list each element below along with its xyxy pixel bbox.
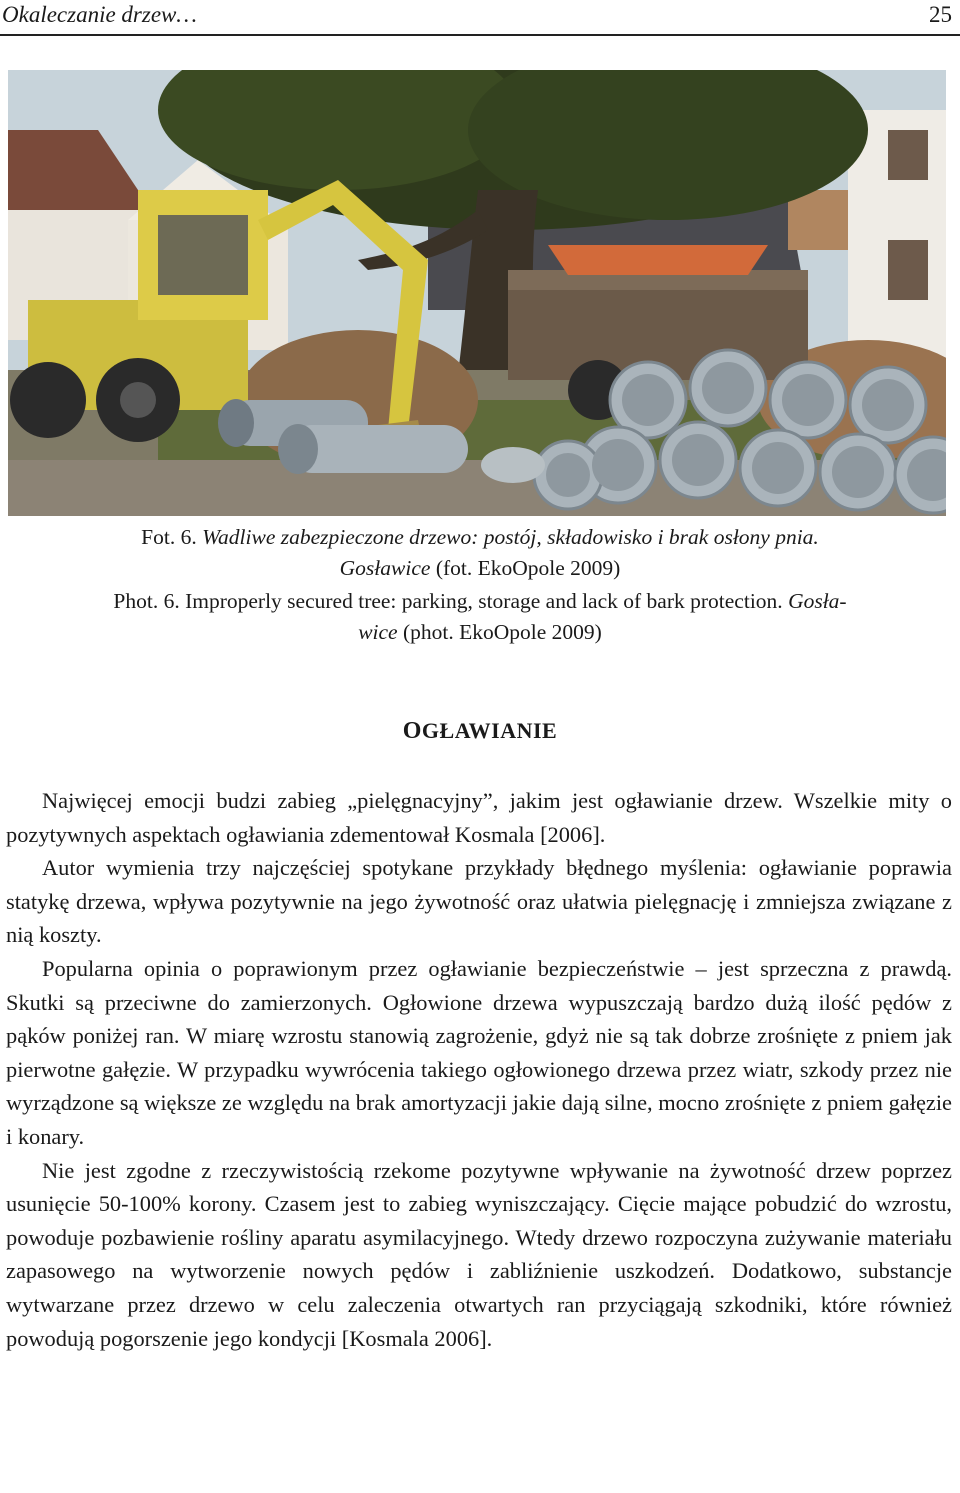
caption-en-place-part1: Gosła- [788, 589, 847, 613]
caption-en-place-part2: wice [358, 620, 398, 644]
caption-pl-title: Wadliwe zabezpieczone drzewo: postój, składowisko i brak osłony pnia. [202, 525, 819, 549]
caption-pl-place: Gosławice [339, 556, 431, 580]
section-heading [0, 718, 960, 745]
caption-en-source: (phot. EkoOpole 2009) [402, 620, 602, 644]
figure-photo [8, 70, 946, 516]
body-text [6, 784, 952, 1355]
caption-en-title: Improperly secured tree: parking, storage and lack of bark protection. [185, 589, 783, 613]
running-title: Okaleczanie drzew… [2, 2, 197, 27]
paragraph: Najwięcej emocji budzi zabieg „pielęgnacyjny”, jakim jest ogławianie drzew. Wszelkie mity o pozytywnych aspektach ogławiania zdementował Kosmala [2006]. [6, 788, 952, 847]
paragraph: Popularna opinia o poprawionym przez ogławianie bezpieczeństwie – jest sprzeczna z prawdą. Skutki są przeciwne do zamierzonych. Ogłowione drzewa wypuszczają bardzo dużą ilość pędów z pąków poniżej ran. W miarę wzrostu stanowią zagrożenie, gdyż nie są tak dobrze zrośnięte z pniem jak pierwotne gałęzie. W przypadku wywrócenia takiego ogłowionego drzewa przez wiatr, szkody przez nie wyrządzone są większe ze względu na brak amortyzacji jakie dają silne, mocno zrośnięte z pniem gałęzie i konary. [6, 955, 952, 1149]
section-heading-rest: GŁAWIANIE [421, 718, 558, 743]
caption-pl-source: (fot. EkoOpole 2009) [435, 556, 621, 580]
paragraph: Nie jest zgodne z rzeczywistością rzekome pozytywne wpływanie na żywotność drzew poprzez usunięcie 50-100% korony. Czasem jest to zabieg wyniszczający. Cięcie mające pobudzić do wzrostu, powoduje pozbawienie rośliny aparatu asymilacyjnego. Wtedy drzewo rozpoczyna zużywanie materiału zapasowego na wytworzenie nowych pędów i zabliźnienie uszkodzeń. Dodatkowo, substancje wytwarzane przez drzewo w celu zaleczenia otwartych ran przyciągają szkodniki, które również powodują pogorszenie jego kondycji [Kosmala 2006]. [6, 1157, 952, 1351]
page-number: 25 [929, 2, 952, 27]
section-heading-initial: O [402, 718, 422, 744]
running-header [0, 0, 960, 36]
caption-en-label: Phot. 6. [113, 589, 180, 613]
figure-caption-pl [0, 522, 960, 584]
figure-caption-en [0, 586, 960, 648]
paragraph: Autor wymienia trzy najczęściej spotykane przykłady błędnego myślenia: ogławianie poprawia statykę drzewa, wpływa pozytywnie na jego żywotność oraz ułatwia pielęgnację i zmniejsza związane z nią koszty. [6, 855, 952, 948]
caption-pl-label: Fot. 6. [141, 525, 197, 549]
